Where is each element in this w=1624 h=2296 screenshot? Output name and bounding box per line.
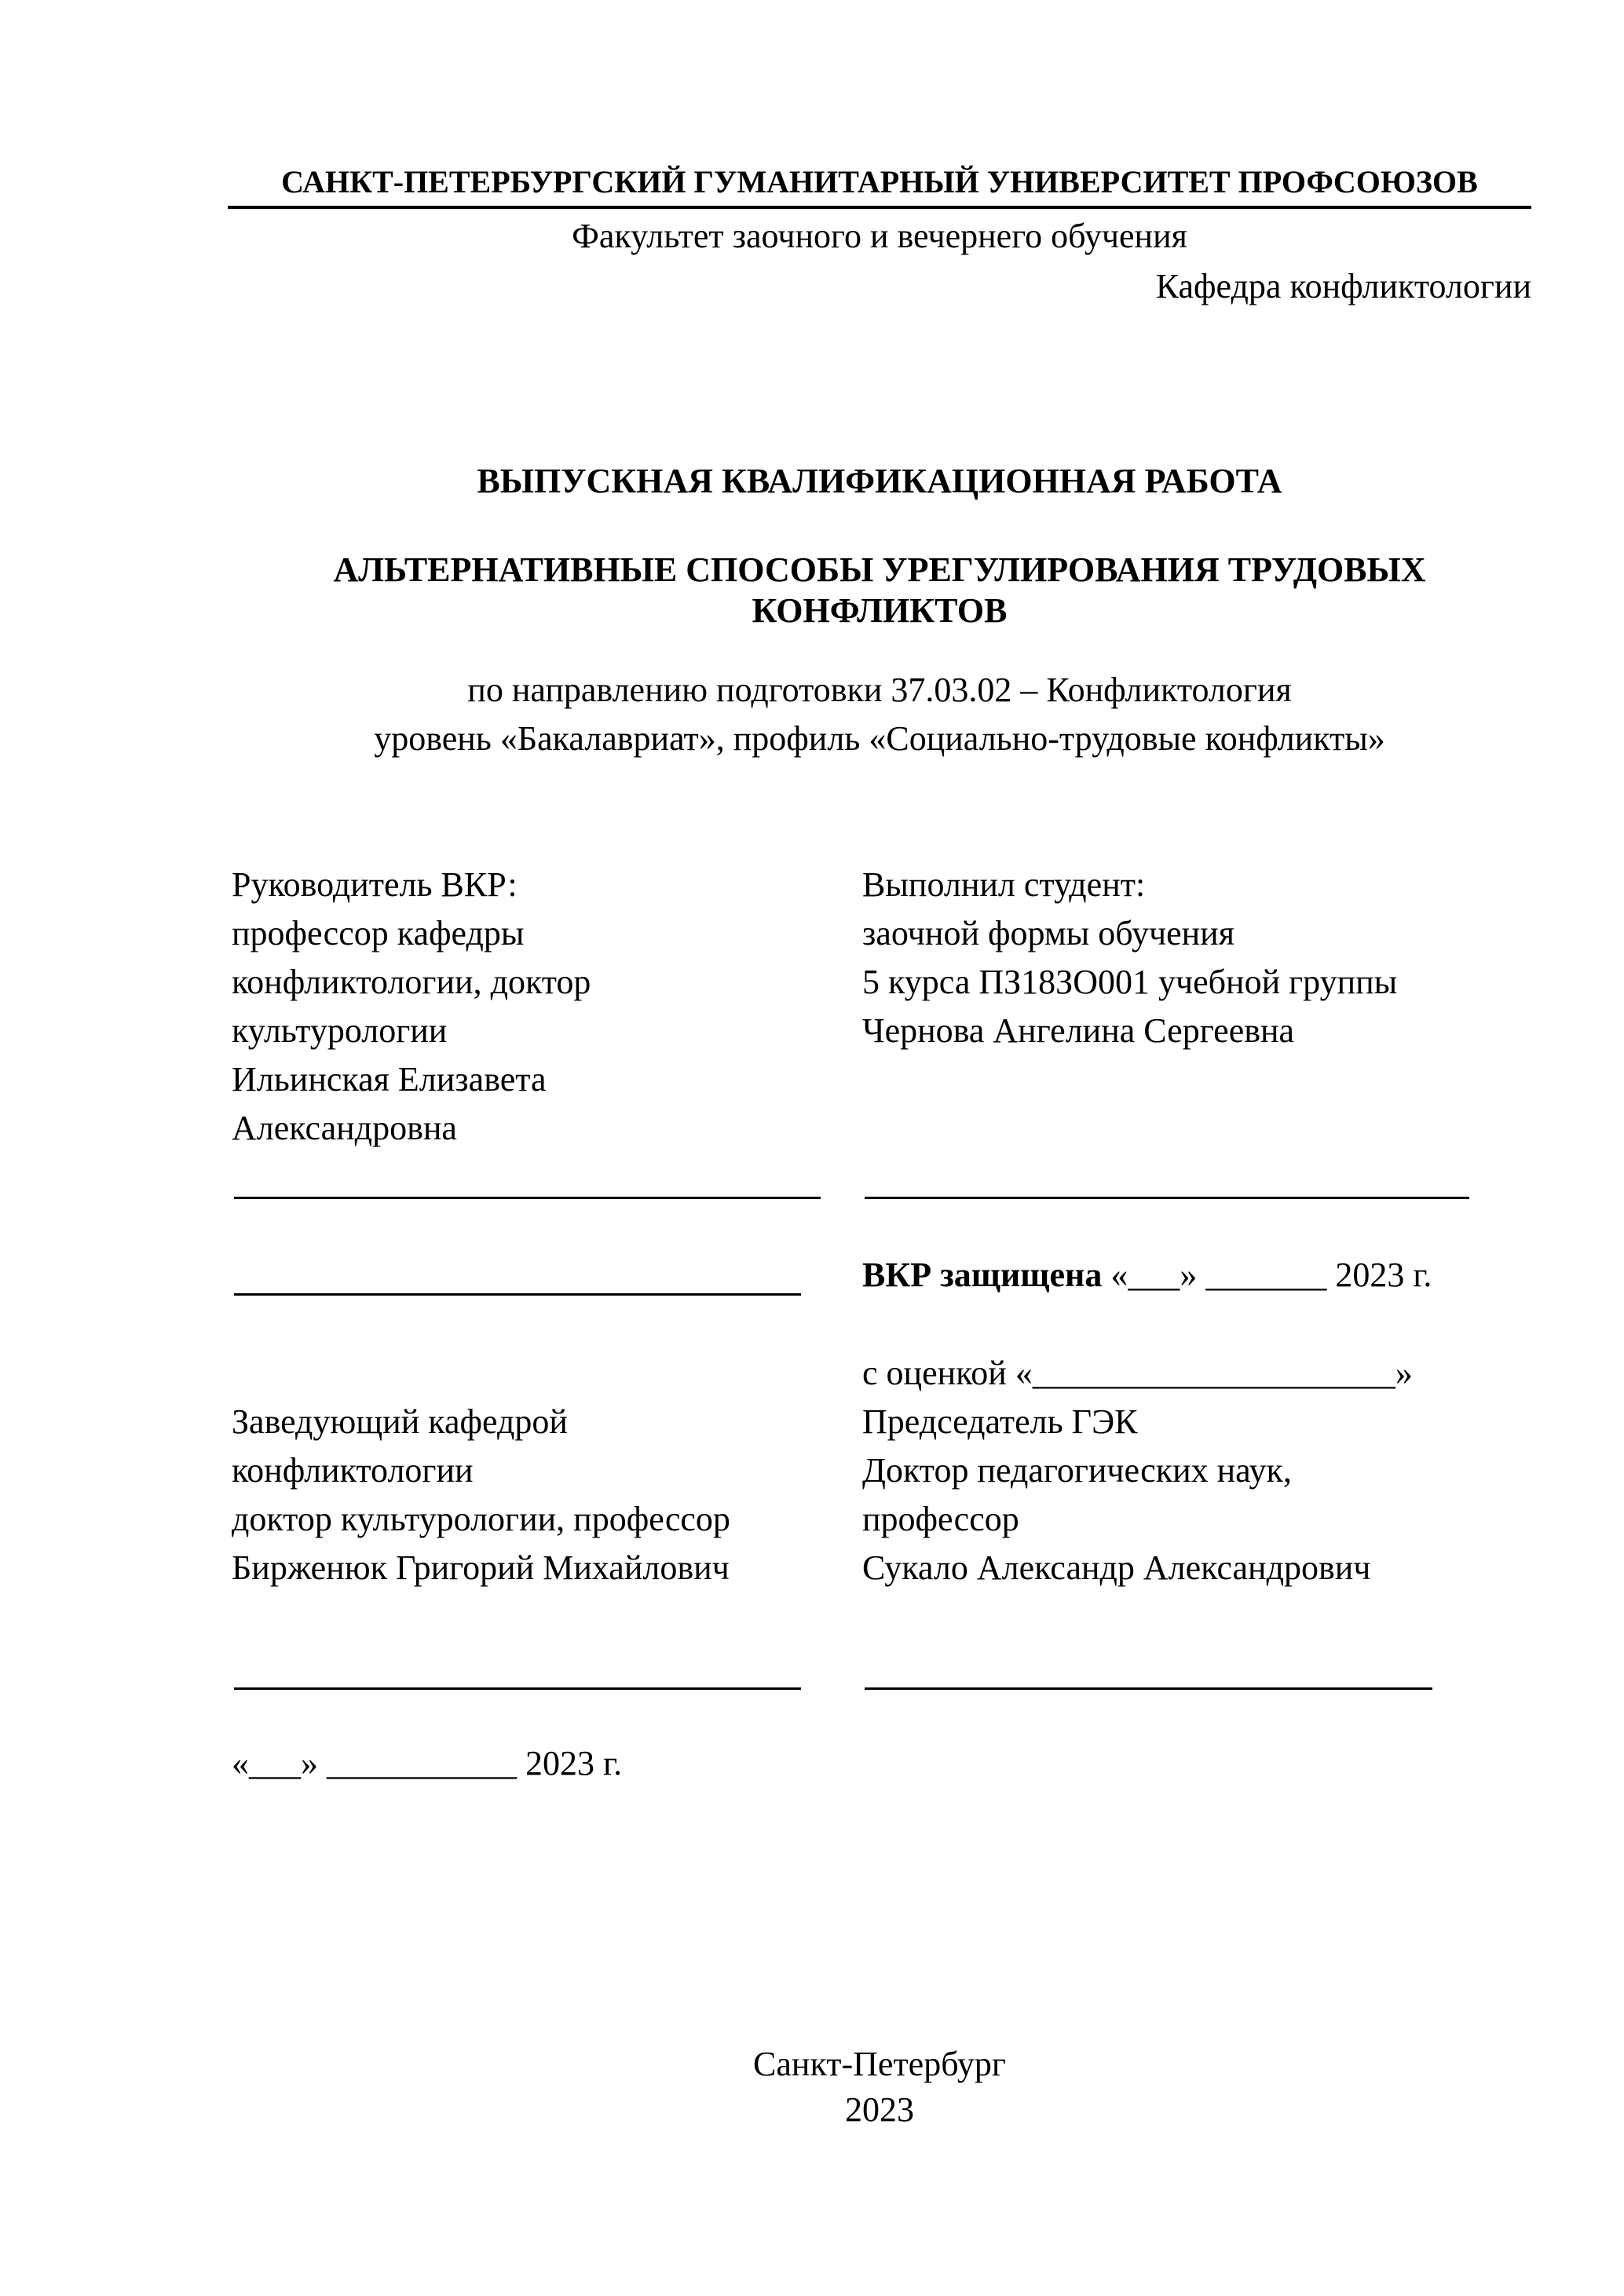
- defense-date: «___» _______ 2023 г.: [1102, 1256, 1432, 1294]
- student-block: [862, 861, 1397, 1055]
- defense-grade: [862, 1349, 1413, 1398]
- header-divider: [228, 206, 1531, 209]
- defense-line: [862, 1251, 1432, 1300]
- head-line: Заведующий кафедрой: [232, 1402, 568, 1441]
- document-type: ВЫПУСКНАЯ КВАЛИФИКАЦИОННАЯ РАБОТА: [477, 462, 1282, 500]
- supervisor-signature-line: [234, 1197, 821, 1199]
- thesis-topic-line-1: АЛЬТЕРНАТИВНЫЕ СПОСОБЫ УРЕГУЛИРОВАНИЯ ТРУДОВЫХ: [333, 550, 1426, 589]
- head-line: доктор культурологии, профессор: [232, 1500, 730, 1538]
- approval-date: [232, 1739, 622, 1788]
- study-direction-line-1: по направлению подготовки 37.03.02 – Конфликтология: [467, 671, 1292, 709]
- supervisor-line: Ильинская Елизавета: [232, 1060, 547, 1099]
- gek-line: Доктор педагогических наук,: [862, 1451, 1292, 1490]
- footer: [228, 2042, 1531, 2133]
- student-line: заочной формы обучения: [862, 914, 1234, 952]
- thesis-topic: [228, 550, 1531, 631]
- thesis-topic-line-2: КОНФЛИКТОВ: [752, 591, 1008, 630]
- student-line: Чернова Ангелина Сергеевна: [862, 1011, 1295, 1050]
- department-name: Кафедра конфликтологии: [1155, 267, 1531, 305]
- extra-signature-line: [234, 1293, 801, 1296]
- student-signature-line: [865, 1197, 1469, 1199]
- gek-line: Председатель ГЭК: [862, 1402, 1138, 1441]
- head-of-department-block: [232, 1398, 730, 1592]
- date-line: «___» ___________ 2023 г.: [232, 1744, 623, 1782]
- gek-chair-block: [862, 1398, 1370, 1592]
- supervisor-line: конфликтологии, доктор: [232, 963, 591, 1001]
- supervisor-label: Руководитель ВКР:: [232, 865, 518, 904]
- student-line: 5 курса ПЗ18ЗО001 учебной группы: [862, 963, 1398, 1001]
- footer-year: 2023: [845, 2090, 914, 2129]
- supervisor-line: культурологии: [232, 1011, 448, 1050]
- gek-signature-line: [865, 1687, 1432, 1690]
- gek-line: профессор: [862, 1500, 1019, 1538]
- defense-label: ВКР защищена: [862, 1256, 1103, 1294]
- university-name: САНКТ-ПЕТЕРБУРГСКИЙ ГУМАНИТАРНЫЙ УНИВЕРСИТЕТ ПРОФСОЮЗОВ: [281, 164, 1478, 199]
- student-label: Выполнил студент:: [862, 865, 1146, 904]
- head-line: Бирженюк Григорий Михайлович: [232, 1548, 730, 1587]
- gek-line: Сукало Александр Александрович: [862, 1548, 1371, 1587]
- supervisor-line: Александровна: [232, 1109, 457, 1147]
- study-direction: [228, 666, 1531, 763]
- grade-line: с оценкой «_____________________»: [862, 1354, 1413, 1392]
- head-signature-line: [234, 1687, 801, 1690]
- study-direction-line-2: уровень «Бакалавриат», профиль «Социально-трудовые конфликты»: [374, 719, 1385, 758]
- head-line: конфликтологии: [232, 1451, 474, 1490]
- footer-city: Санкт-Петербург: [753, 2045, 1006, 2083]
- faculty-name: Факультет заочного и вечернего обучения: [572, 217, 1187, 255]
- supervisor-line: профессор кафедры: [232, 914, 525, 952]
- supervisor-block: [232, 861, 591, 1153]
